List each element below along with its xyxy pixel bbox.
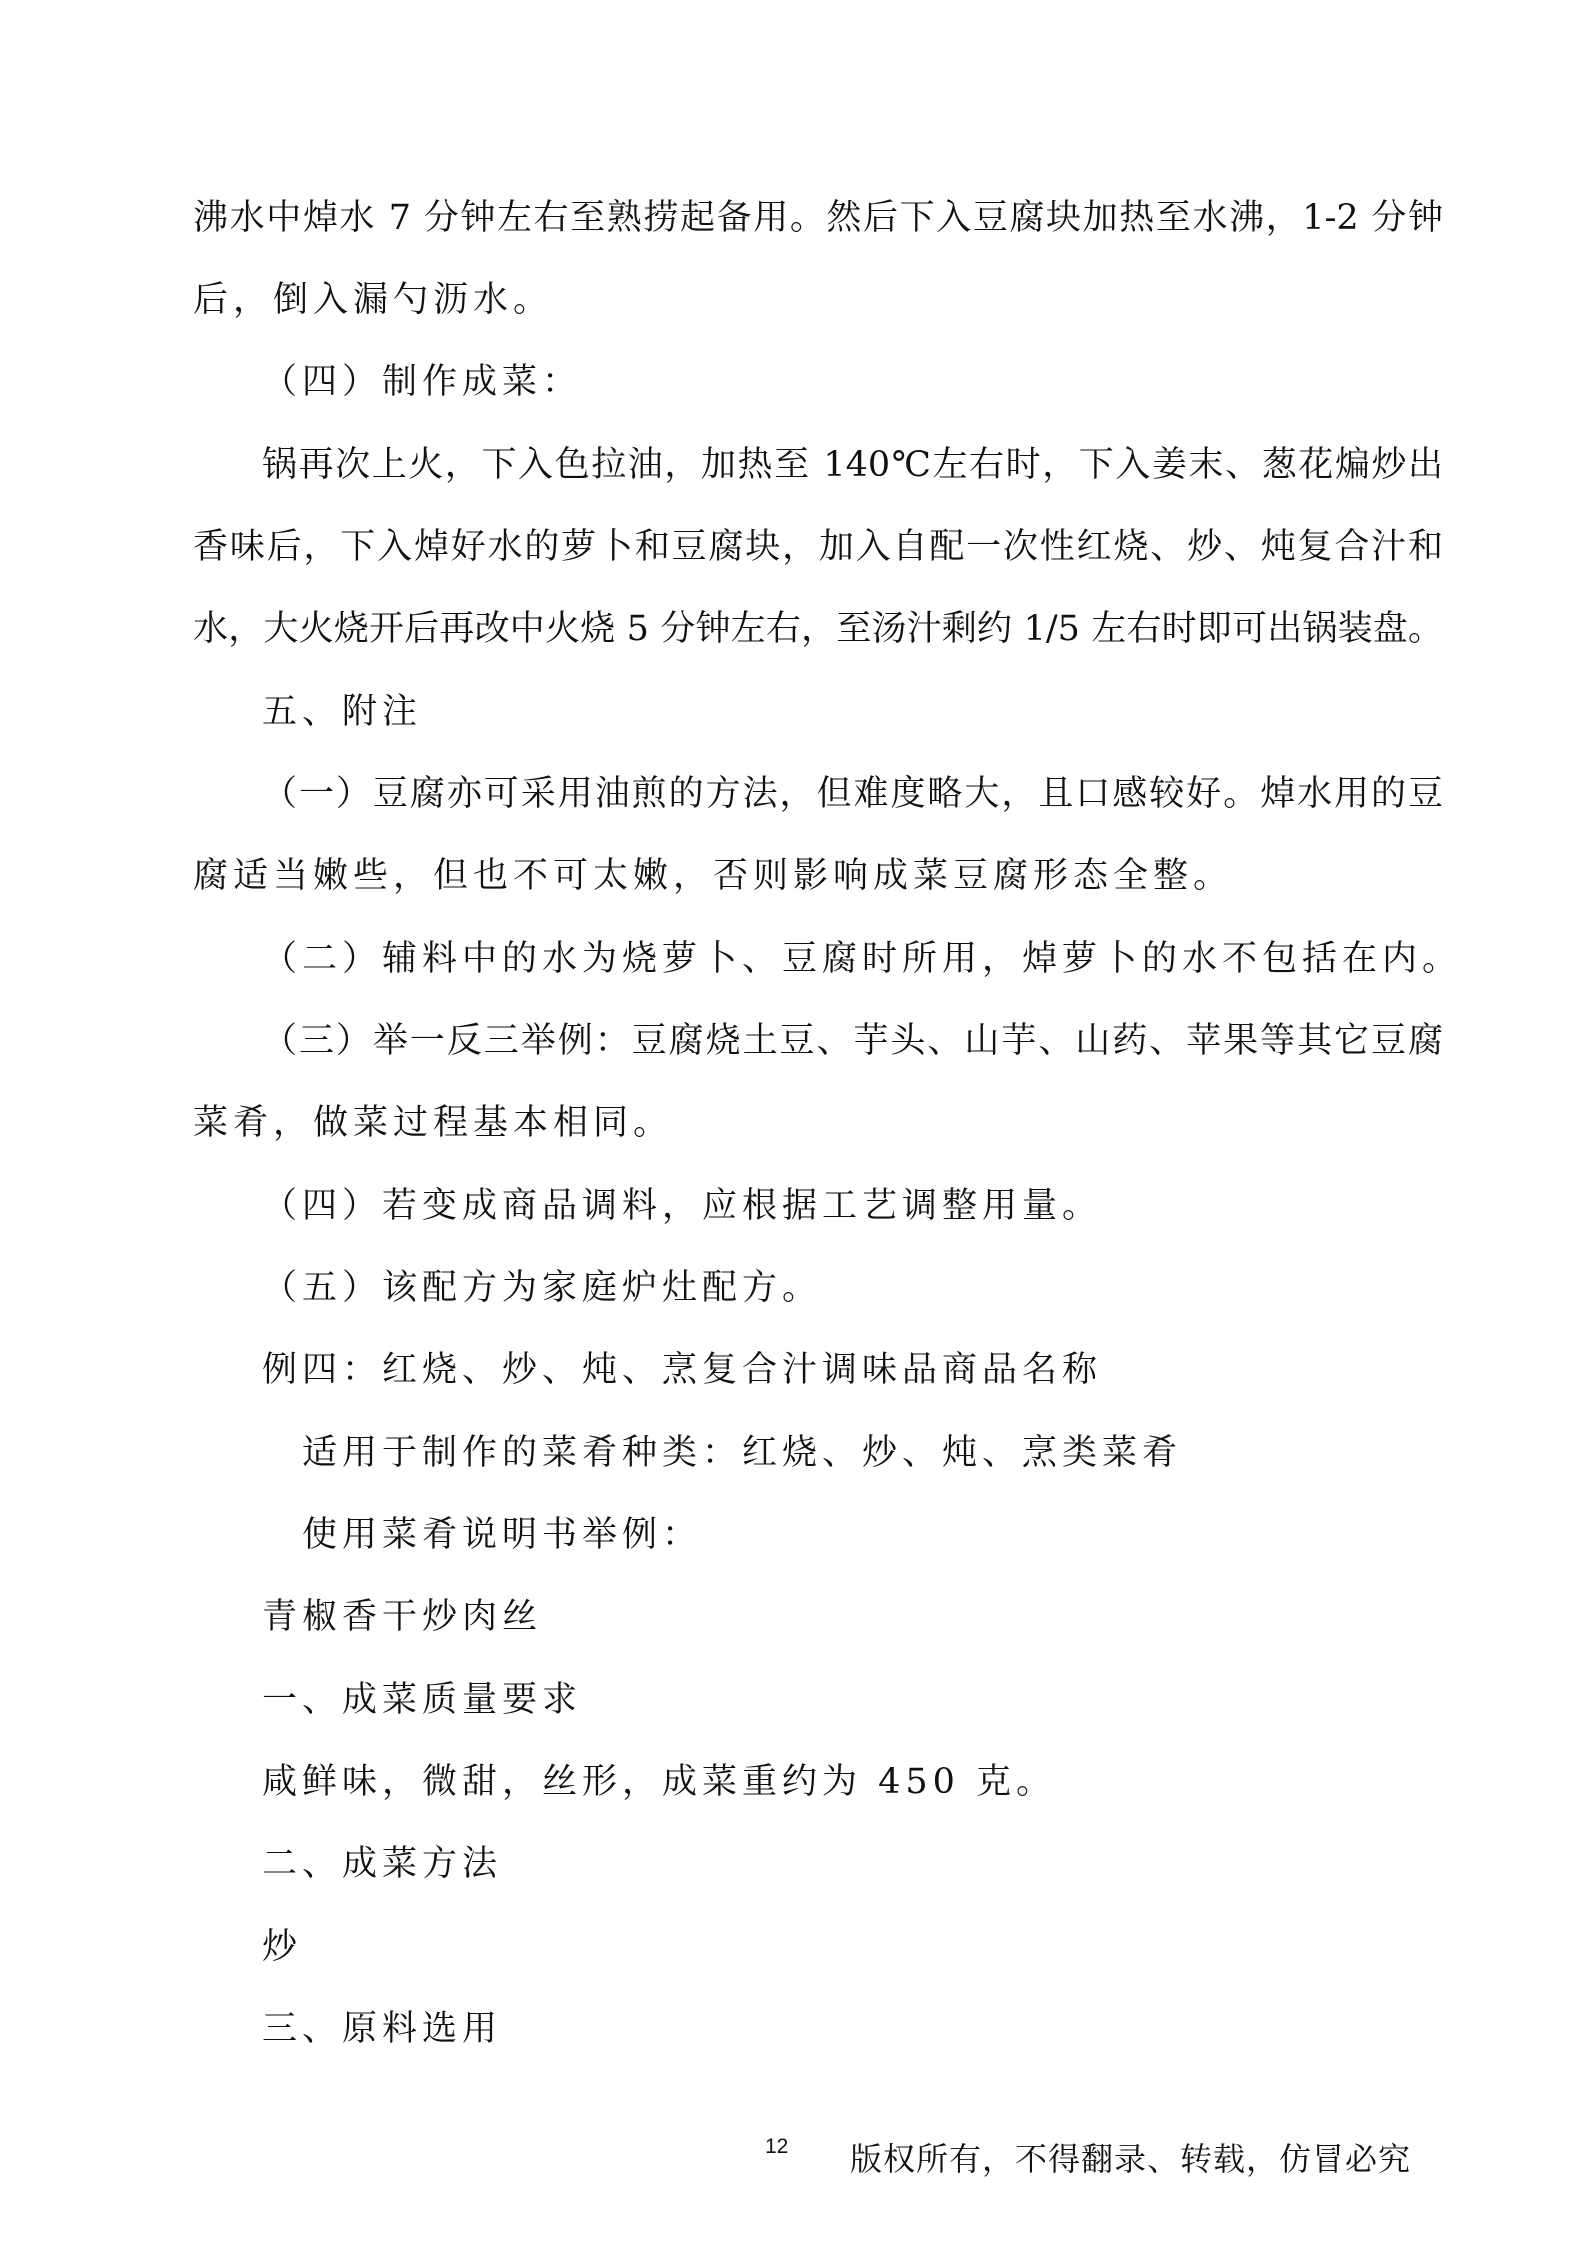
text-line: 沸水中焯水 7 分钟左右至熟捞起备用。然后下入豆腐块加热至水沸，1-2 分钟 xyxy=(193,198,1443,238)
text-line: （一）豆腐亦可采用油煎的方法，但难度略大，且口感较好。焯水用的豆 xyxy=(262,774,1443,814)
text-line: （五）该配方为家庭炉灶配方。 xyxy=(262,1268,823,1308)
text-line: 锅再次上火，下入色拉油，加热至 140℃左右时，下入姜末、葱花煸炒出 xyxy=(262,445,1443,485)
section-heading: 五、附注 xyxy=(262,692,423,732)
copyright-footer: 版权所有，不得翻录、转载，仿冒必究 xyxy=(850,2140,1412,2178)
recipe-title: 青椒香干炒肉丝 xyxy=(262,1597,543,1637)
example-title: 例四：红烧、炒、炖、烹复合汁调味品商品名称 xyxy=(262,1350,1103,1390)
section-heading: 二、成菜方法 xyxy=(262,1844,503,1884)
text-line: 使用菜肴说明书举例： xyxy=(302,1515,703,1555)
text-line: 后，倒入漏勺沥水。 xyxy=(193,280,554,320)
text-line: 香味后，下入焯好水的萝卜和豆腐块，加入自配一次性红烧、炒、炖复合汁和 xyxy=(193,527,1443,567)
text-line: 腐适当嫩些，但也不可太嫩，否则影响成菜豆腐形态全整。 xyxy=(193,856,1234,896)
text-line: 水，大火烧开后再改中火烧 5 分钟左右，至汤汁剩约 1/5 左右时即可出锅装盘。 xyxy=(193,609,1443,649)
section-heading: 三、原料选用 xyxy=(262,2009,503,2049)
text-line: （四）若变成商品调料，应根据工艺调整用量。 xyxy=(262,1186,1103,1226)
text-line: 适用于制作的菜肴种类：红烧、炒、炖、烹类菜肴 xyxy=(302,1433,1183,1473)
section-heading: （四）制作成菜： xyxy=(262,362,583,402)
text-line: 咸鲜味，微甜，丝形，成菜重约为 450 克。 xyxy=(262,1762,1057,1802)
text-line: 炒 xyxy=(262,1927,303,1967)
text-line: 菜肴，做菜过程基本相同。 xyxy=(193,1103,674,1143)
text-line: （三）举一反三举例：豆腐烧土豆、芋头、山芋、山药、苹果等其它豆腐 xyxy=(262,1021,1443,1061)
section-heading: 一、成菜质量要求 xyxy=(262,1680,583,1720)
page-number: 12 xyxy=(765,2135,789,2158)
text-line: （二）辅料中的水为烧萝卜、豆腐时所用，焯萝卜的水不包括在内。 xyxy=(262,939,1463,979)
